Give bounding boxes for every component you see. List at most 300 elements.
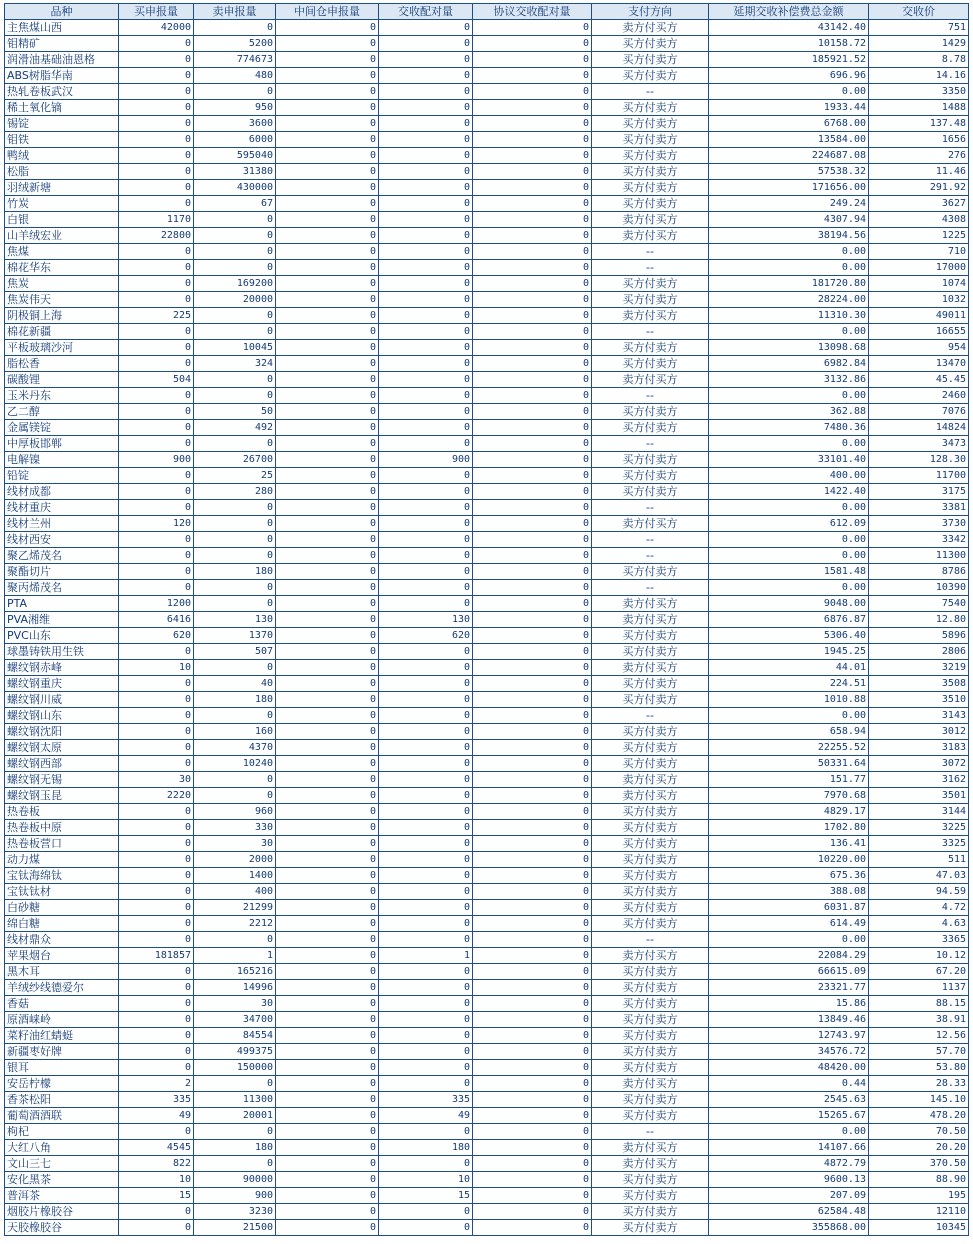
cell-sell-qty: 1 xyxy=(194,948,276,964)
table-row xyxy=(5,340,969,356)
cell-payment-direction: 买方付卖方 xyxy=(592,180,709,196)
cell-settlement-price: 1074 xyxy=(869,276,969,292)
cell-agreement-matched-qty: 0 xyxy=(473,484,592,500)
cell-variety: 大红八角 xyxy=(5,1140,119,1156)
cell-matched-qty: 0 xyxy=(379,36,473,52)
cell-matched-qty: 0 xyxy=(379,116,473,132)
cell-matched-qty: 0 xyxy=(379,1076,473,1092)
cell-sell-qty: 950 xyxy=(194,100,276,116)
cell-variety: 文山三七 xyxy=(5,1156,119,1172)
cell-agreement-matched-qty: 0 xyxy=(473,68,592,84)
cell-agreement-matched-qty: 0 xyxy=(473,1076,592,1092)
cell-variety: 葡萄酒酒联 xyxy=(5,1108,119,1124)
cell-agreement-matched-qty: 0 xyxy=(473,84,592,100)
cell-settlement-price: 1488 xyxy=(869,100,969,116)
cell-variety: 碳酸锂 xyxy=(5,372,119,388)
cell-sell-qty: 34700 xyxy=(194,1012,276,1028)
cell-payment-direction: 买方付卖方 xyxy=(592,980,709,996)
cell-buy-qty: 0 xyxy=(119,196,194,212)
cell-intermediate-qty: 0 xyxy=(276,148,379,164)
cell-intermediate-qty: 0 xyxy=(276,228,379,244)
table-row xyxy=(5,868,969,884)
cell-settlement-price: 2460 xyxy=(869,388,969,404)
cell-matched-qty: 0 xyxy=(379,644,473,660)
cell-compensation-total: 14107.66 xyxy=(709,1140,869,1156)
cell-matched-qty: 620 xyxy=(379,628,473,644)
table-row xyxy=(5,772,969,788)
cell-buy-qty: 822 xyxy=(119,1156,194,1172)
cell-settlement-price: 2806 xyxy=(869,644,969,660)
cell-agreement-matched-qty: 0 xyxy=(473,756,592,772)
cell-payment-direction: 卖方付买方 xyxy=(592,372,709,388)
cell-compensation-total: 185921.52 xyxy=(709,52,869,68)
cell-buy-qty: 49 xyxy=(119,1108,194,1124)
cell-agreement-matched-qty: 0 xyxy=(473,804,592,820)
table-row xyxy=(5,292,969,308)
cell-buy-qty: 0 xyxy=(119,276,194,292)
cell-intermediate-qty: 0 xyxy=(276,932,379,948)
cell-compensation-total: 12743.97 xyxy=(709,1028,869,1044)
cell-compensation-total: 0.00 xyxy=(709,436,869,452)
cell-payment-direction: 买方付卖方 xyxy=(592,1204,709,1220)
cell-settlement-price: 3143 xyxy=(869,708,969,724)
cell-variety: 棉花新疆 xyxy=(5,324,119,340)
cell-compensation-total: 13098.68 xyxy=(709,340,869,356)
cell-payment-direction: 卖方付买方 xyxy=(592,596,709,612)
cell-settlement-price: 67.20 xyxy=(869,964,969,980)
cell-agreement-matched-qty: 0 xyxy=(473,1124,592,1140)
cell-compensation-total: 9600.13 xyxy=(709,1172,869,1188)
cell-intermediate-qty: 0 xyxy=(276,196,379,212)
cell-compensation-total: 0.00 xyxy=(709,532,869,548)
cell-settlement-price: 14824 xyxy=(869,420,969,436)
cell-agreement-matched-qty: 0 xyxy=(473,580,592,596)
cell-settlement-price: 12.80 xyxy=(869,612,969,628)
cell-payment-direction: 买方付卖方 xyxy=(592,484,709,500)
cell-sell-qty: 430000 xyxy=(194,180,276,196)
cell-buy-qty: 0 xyxy=(119,68,194,84)
cell-compensation-total: 171656.00 xyxy=(709,180,869,196)
cell-payment-direction: 买方付卖方 xyxy=(592,1012,709,1028)
cell-settlement-price: 3501 xyxy=(869,788,969,804)
cell-sell-qty: 30 xyxy=(194,996,276,1012)
cell-buy-qty: 15 xyxy=(119,1188,194,1204)
cell-matched-qty: 335 xyxy=(379,1092,473,1108)
cell-payment-direction: 买方付卖方 xyxy=(592,404,709,420)
cell-matched-qty: 0 xyxy=(379,484,473,500)
cell-variety: 聚丙烯茂名 xyxy=(5,580,119,596)
cell-payment-direction: -- xyxy=(592,548,709,564)
cell-settlement-price: 1225 xyxy=(869,228,969,244)
cell-settlement-price: 4.72 xyxy=(869,900,969,916)
cell-variety: 聚乙烯茂名 xyxy=(5,548,119,564)
cell-buy-qty: 4545 xyxy=(119,1140,194,1156)
cell-matched-qty: 0 xyxy=(379,436,473,452)
cell-buy-qty: 0 xyxy=(119,388,194,404)
cell-payment-direction: -- xyxy=(592,324,709,340)
cell-agreement-matched-qty: 0 xyxy=(473,1140,592,1156)
cell-matched-qty: 0 xyxy=(379,532,473,548)
cell-payment-direction: 卖方付买方 xyxy=(592,772,709,788)
cell-agreement-matched-qty: 0 xyxy=(473,212,592,228)
cell-variety: 动力煤 xyxy=(5,852,119,868)
cell-intermediate-qty: 0 xyxy=(276,772,379,788)
table-row xyxy=(5,724,969,740)
cell-agreement-matched-qty: 0 xyxy=(473,340,592,356)
table-row xyxy=(5,948,969,964)
cell-agreement-matched-qty: 0 xyxy=(473,660,592,676)
cell-matched-qty: 0 xyxy=(379,420,473,436)
cell-buy-qty: 0 xyxy=(119,484,194,500)
cell-settlement-price: 3381 xyxy=(869,500,969,516)
cell-intermediate-qty: 0 xyxy=(276,516,379,532)
cell-sell-qty: 3230 xyxy=(194,1204,276,1220)
cell-variety: 锡锭 xyxy=(5,116,119,132)
cell-intermediate-qty: 0 xyxy=(276,724,379,740)
cell-intermediate-qty: 0 xyxy=(276,292,379,308)
table-row xyxy=(5,836,969,852)
cell-variety: 新疆枣好牌 xyxy=(5,1044,119,1060)
table-row xyxy=(5,660,969,676)
cell-matched-qty: 0 xyxy=(379,228,473,244)
cell-agreement-matched-qty: 0 xyxy=(473,692,592,708)
cell-payment-direction: 买方付卖方 xyxy=(592,724,709,740)
cell-sell-qty: 2212 xyxy=(194,916,276,932)
cell-matched-qty: 180 xyxy=(379,1140,473,1156)
cell-payment-direction: 卖方付买方 xyxy=(592,612,709,628)
cell-agreement-matched-qty: 0 xyxy=(473,148,592,164)
cell-sell-qty: 0 xyxy=(194,532,276,548)
cell-agreement-matched-qty: 0 xyxy=(473,436,592,452)
cell-buy-qty: 0 xyxy=(119,916,194,932)
cell-sell-qty: 0 xyxy=(194,1076,276,1092)
cell-settlement-price: 45.45 xyxy=(869,372,969,388)
cell-agreement-matched-qty: 0 xyxy=(473,532,592,548)
cell-payment-direction: -- xyxy=(592,244,709,260)
cell-compensation-total: 181720.80 xyxy=(709,276,869,292)
cell-compensation-total: 614.49 xyxy=(709,916,869,932)
cell-buy-qty: 0 xyxy=(119,532,194,548)
cell-sell-qty: 480 xyxy=(194,68,276,84)
cell-agreement-matched-qty: 0 xyxy=(473,852,592,868)
cell-agreement-matched-qty: 0 xyxy=(473,20,592,36)
cell-payment-direction: 买方付卖方 xyxy=(592,692,709,708)
cell-agreement-matched-qty: 0 xyxy=(473,292,592,308)
cell-payment-direction: 买方付卖方 xyxy=(592,116,709,132)
cell-variety: 球墨铸铁用生铁 xyxy=(5,644,119,660)
cell-settlement-price: 137.48 xyxy=(869,116,969,132)
cell-variety: 焦煤 xyxy=(5,244,119,260)
cell-sell-qty: 0 xyxy=(194,580,276,596)
cell-matched-qty: 0 xyxy=(379,132,473,148)
cell-variety: 螺纹钢沈阳 xyxy=(5,724,119,740)
cell-intermediate-qty: 0 xyxy=(276,884,379,900)
cell-compensation-total: 9048.00 xyxy=(709,596,869,612)
cell-payment-direction: 买方付卖方 xyxy=(592,1188,709,1204)
table-row xyxy=(5,996,969,1012)
cell-matched-qty: 0 xyxy=(379,180,473,196)
cell-sell-qty: 0 xyxy=(194,516,276,532)
cell-sell-qty: 492 xyxy=(194,420,276,436)
cell-buy-qty: 0 xyxy=(119,84,194,100)
cell-buy-qty: 0 xyxy=(119,868,194,884)
cell-buy-qty: 6416 xyxy=(119,612,194,628)
table-row xyxy=(5,148,969,164)
cell-settlement-price: 370.50 xyxy=(869,1156,969,1172)
cell-sell-qty: 26700 xyxy=(194,452,276,468)
cell-buy-qty: 335 xyxy=(119,1092,194,1108)
table-row xyxy=(5,468,969,484)
cell-buy-qty: 22800 xyxy=(119,228,194,244)
table-row xyxy=(5,244,969,260)
cell-sell-qty: 40 xyxy=(194,676,276,692)
cell-intermediate-qty: 0 xyxy=(276,260,379,276)
cell-payment-direction: -- xyxy=(592,532,709,548)
cell-payment-direction: 买方付卖方 xyxy=(592,1028,709,1044)
cell-agreement-matched-qty: 0 xyxy=(473,388,592,404)
cell-buy-qty: 0 xyxy=(119,100,194,116)
cell-agreement-matched-qty: 0 xyxy=(473,772,592,788)
cell-payment-direction: 买方付卖方 xyxy=(592,916,709,932)
cell-matched-qty: 1 xyxy=(379,948,473,964)
cell-variety: 脂松香 xyxy=(5,356,119,372)
cell-settlement-price: 94.59 xyxy=(869,884,969,900)
cell-settlement-price: 3365 xyxy=(869,932,969,948)
cell-agreement-matched-qty: 0 xyxy=(473,708,592,724)
cell-sell-qty: 180 xyxy=(194,564,276,580)
cell-variety: 安岳柠檬 xyxy=(5,1076,119,1092)
cell-compensation-total: 10158.72 xyxy=(709,36,869,52)
cell-agreement-matched-qty: 0 xyxy=(473,500,592,516)
cell-settlement-price: 954 xyxy=(869,340,969,356)
cell-buy-qty: 0 xyxy=(119,708,194,724)
table-row xyxy=(5,932,969,948)
cell-settlement-price: 5896 xyxy=(869,628,969,644)
cell-intermediate-qty: 0 xyxy=(276,1108,379,1124)
cell-settlement-price: 49011 xyxy=(869,308,969,324)
table-row xyxy=(5,964,969,980)
cell-buy-qty: 0 xyxy=(119,1012,194,1028)
cell-compensation-total: 355868.00 xyxy=(709,1220,869,1236)
cell-compensation-total: 44.01 xyxy=(709,660,869,676)
cell-payment-direction: 买方付卖方 xyxy=(592,164,709,180)
cell-sell-qty: 0 xyxy=(194,772,276,788)
table-row xyxy=(5,980,969,996)
cell-payment-direction: 买方付卖方 xyxy=(592,68,709,84)
table-row xyxy=(5,708,969,724)
cell-intermediate-qty: 0 xyxy=(276,1204,379,1220)
cell-settlement-price: 511 xyxy=(869,852,969,868)
cell-buy-qty: 0 xyxy=(119,964,194,980)
cell-settlement-price: 751 xyxy=(869,20,969,36)
table-row xyxy=(5,852,969,868)
cell-intermediate-qty: 0 xyxy=(276,36,379,52)
cell-compensation-total: 4307.94 xyxy=(709,212,869,228)
cell-matched-qty: 0 xyxy=(379,596,473,612)
cell-buy-qty: 0 xyxy=(119,180,194,196)
cell-buy-qty: 42000 xyxy=(119,20,194,36)
cell-settlement-price: 14.16 xyxy=(869,68,969,84)
table-row xyxy=(5,180,969,196)
cell-intermediate-qty: 0 xyxy=(276,1172,379,1188)
cell-matched-qty: 0 xyxy=(379,148,473,164)
cell-intermediate-qty: 0 xyxy=(276,1076,379,1092)
cell-matched-qty: 0 xyxy=(379,276,473,292)
cell-compensation-total: 1933.44 xyxy=(709,100,869,116)
table-row xyxy=(5,564,969,580)
table-row xyxy=(5,1220,969,1236)
cell-matched-qty: 0 xyxy=(379,340,473,356)
cell-variety: 白银 xyxy=(5,212,119,228)
cell-sell-qty: 960 xyxy=(194,804,276,820)
cell-agreement-matched-qty: 0 xyxy=(473,116,592,132)
cell-intermediate-qty: 0 xyxy=(276,1060,379,1076)
cell-variety: 白砂糖 xyxy=(5,900,119,916)
cell-payment-direction: 买方付卖方 xyxy=(592,196,709,212)
cell-agreement-matched-qty: 0 xyxy=(473,820,592,836)
cell-buy-qty: 0 xyxy=(119,852,194,868)
cell-intermediate-qty: 0 xyxy=(276,836,379,852)
cell-payment-direction: 买方付卖方 xyxy=(592,1108,709,1124)
cell-sell-qty: 0 xyxy=(194,660,276,676)
cell-compensation-total: 7480.36 xyxy=(709,420,869,436)
table-row xyxy=(5,548,969,564)
cell-settlement-price: 710 xyxy=(869,244,969,260)
table-row xyxy=(5,916,969,932)
cell-sell-qty: 595040 xyxy=(194,148,276,164)
cell-sell-qty: 0 xyxy=(194,212,276,228)
cell-settlement-price: 195 xyxy=(869,1188,969,1204)
cell-payment-direction: 买方付卖方 xyxy=(592,852,709,868)
table-row xyxy=(5,756,969,772)
cell-sell-qty: 10045 xyxy=(194,340,276,356)
cell-matched-qty: 0 xyxy=(379,980,473,996)
cell-payment-direction: 买方付卖方 xyxy=(592,804,709,820)
cell-agreement-matched-qty: 0 xyxy=(473,644,592,660)
cell-settlement-price: 3510 xyxy=(869,692,969,708)
cell-buy-qty: 0 xyxy=(119,932,194,948)
cell-compensation-total: 57538.32 xyxy=(709,164,869,180)
cell-compensation-total: 34576.72 xyxy=(709,1044,869,1060)
cell-agreement-matched-qty: 0 xyxy=(473,948,592,964)
cell-buy-qty: 0 xyxy=(119,836,194,852)
cell-compensation-total: 11310.30 xyxy=(709,308,869,324)
cell-sell-qty: 1370 xyxy=(194,628,276,644)
cell-settlement-price: 88.15 xyxy=(869,996,969,1012)
cell-variety: 电解镍 xyxy=(5,452,119,468)
cell-settlement-price: 47.03 xyxy=(869,868,969,884)
cell-matched-qty: 0 xyxy=(379,996,473,1012)
cell-payment-direction: 买方付卖方 xyxy=(592,1220,709,1236)
cell-matched-qty: 0 xyxy=(379,772,473,788)
table-row xyxy=(5,436,969,452)
cell-matched-qty: 0 xyxy=(379,852,473,868)
cell-agreement-matched-qty: 0 xyxy=(473,516,592,532)
cell-payment-direction: 买方付卖方 xyxy=(592,52,709,68)
cell-intermediate-qty: 0 xyxy=(276,980,379,996)
cell-compensation-total: 0.00 xyxy=(709,1124,869,1140)
cell-settlement-price: 8786 xyxy=(869,564,969,580)
cell-buy-qty: 0 xyxy=(119,644,194,660)
cell-sell-qty: 774673 xyxy=(194,52,276,68)
cell-payment-direction: -- xyxy=(592,84,709,100)
cell-intermediate-qty: 0 xyxy=(276,708,379,724)
cell-variety: 平板玻璃沙河 xyxy=(5,340,119,356)
cell-buy-qty: 0 xyxy=(119,1124,194,1140)
cell-sell-qty: 21500 xyxy=(194,1220,276,1236)
cell-sell-qty: 180 xyxy=(194,692,276,708)
cell-agreement-matched-qty: 0 xyxy=(473,324,592,340)
cell-intermediate-qty: 0 xyxy=(276,676,379,692)
table-row xyxy=(5,820,969,836)
table-row xyxy=(5,740,969,756)
cell-intermediate-qty: 0 xyxy=(276,276,379,292)
cell-variety: 主焦煤山西 xyxy=(5,20,119,36)
cell-variety: 玉米丹东 xyxy=(5,388,119,404)
cell-intermediate-qty: 0 xyxy=(276,964,379,980)
cell-intermediate-qty: 0 xyxy=(276,1188,379,1204)
cell-settlement-price: 3012 xyxy=(869,724,969,740)
table-row xyxy=(5,228,969,244)
cell-compensation-total: 0.00 xyxy=(709,708,869,724)
cell-compensation-total: 15.86 xyxy=(709,996,869,1012)
col-header-compensation-total: 延期交收补偿费总金额 xyxy=(709,4,869,20)
cell-matched-qty: 0 xyxy=(379,68,473,84)
cell-compensation-total: 224687.08 xyxy=(709,148,869,164)
cell-matched-qty: 0 xyxy=(379,1156,473,1172)
cell-agreement-matched-qty: 0 xyxy=(473,100,592,116)
cell-settlement-price: 478.20 xyxy=(869,1108,969,1124)
cell-settlement-price: 3350 xyxy=(869,84,969,100)
cell-payment-direction: 买方付卖方 xyxy=(592,1172,709,1188)
cell-matched-qty: 0 xyxy=(379,212,473,228)
cell-agreement-matched-qty: 0 xyxy=(473,724,592,740)
cell-sell-qty: 11300 xyxy=(194,1092,276,1108)
cell-settlement-price: 3225 xyxy=(869,820,969,836)
cell-intermediate-qty: 0 xyxy=(276,468,379,484)
cell-variety: 枸杞 xyxy=(5,1124,119,1140)
cell-compensation-total: 33101.40 xyxy=(709,452,869,468)
cell-compensation-total: 0.00 xyxy=(709,932,869,948)
cell-variety: 焦炭伟天 xyxy=(5,292,119,308)
cell-intermediate-qty: 0 xyxy=(276,100,379,116)
cell-agreement-matched-qty: 0 xyxy=(473,52,592,68)
cell-variety: 绵白糖 xyxy=(5,916,119,932)
cell-sell-qty: 0 xyxy=(194,324,276,340)
cell-matched-qty: 0 xyxy=(379,468,473,484)
table-row xyxy=(5,628,969,644)
cell-compensation-total: 6982.84 xyxy=(709,356,869,372)
table-row xyxy=(5,1060,969,1076)
cell-intermediate-qty: 0 xyxy=(276,340,379,356)
cell-intermediate-qty: 0 xyxy=(276,308,379,324)
cell-buy-qty: 10 xyxy=(119,1172,194,1188)
cell-compensation-total: 1945.25 xyxy=(709,644,869,660)
cell-buy-qty: 0 xyxy=(119,260,194,276)
cell-variety: 聚酯切片 xyxy=(5,564,119,580)
cell-intermediate-qty: 0 xyxy=(276,372,379,388)
table-row xyxy=(5,532,969,548)
cell-settlement-price: 145.10 xyxy=(869,1092,969,1108)
cell-sell-qty: 0 xyxy=(194,388,276,404)
cell-sell-qty: 400 xyxy=(194,884,276,900)
cell-payment-direction: 买方付卖方 xyxy=(592,356,709,372)
cell-sell-qty: 1400 xyxy=(194,868,276,884)
cell-intermediate-qty: 0 xyxy=(276,660,379,676)
cell-intermediate-qty: 0 xyxy=(276,916,379,932)
cell-intermediate-qty: 0 xyxy=(276,180,379,196)
cell-settlement-price: 10345 xyxy=(869,1220,969,1236)
